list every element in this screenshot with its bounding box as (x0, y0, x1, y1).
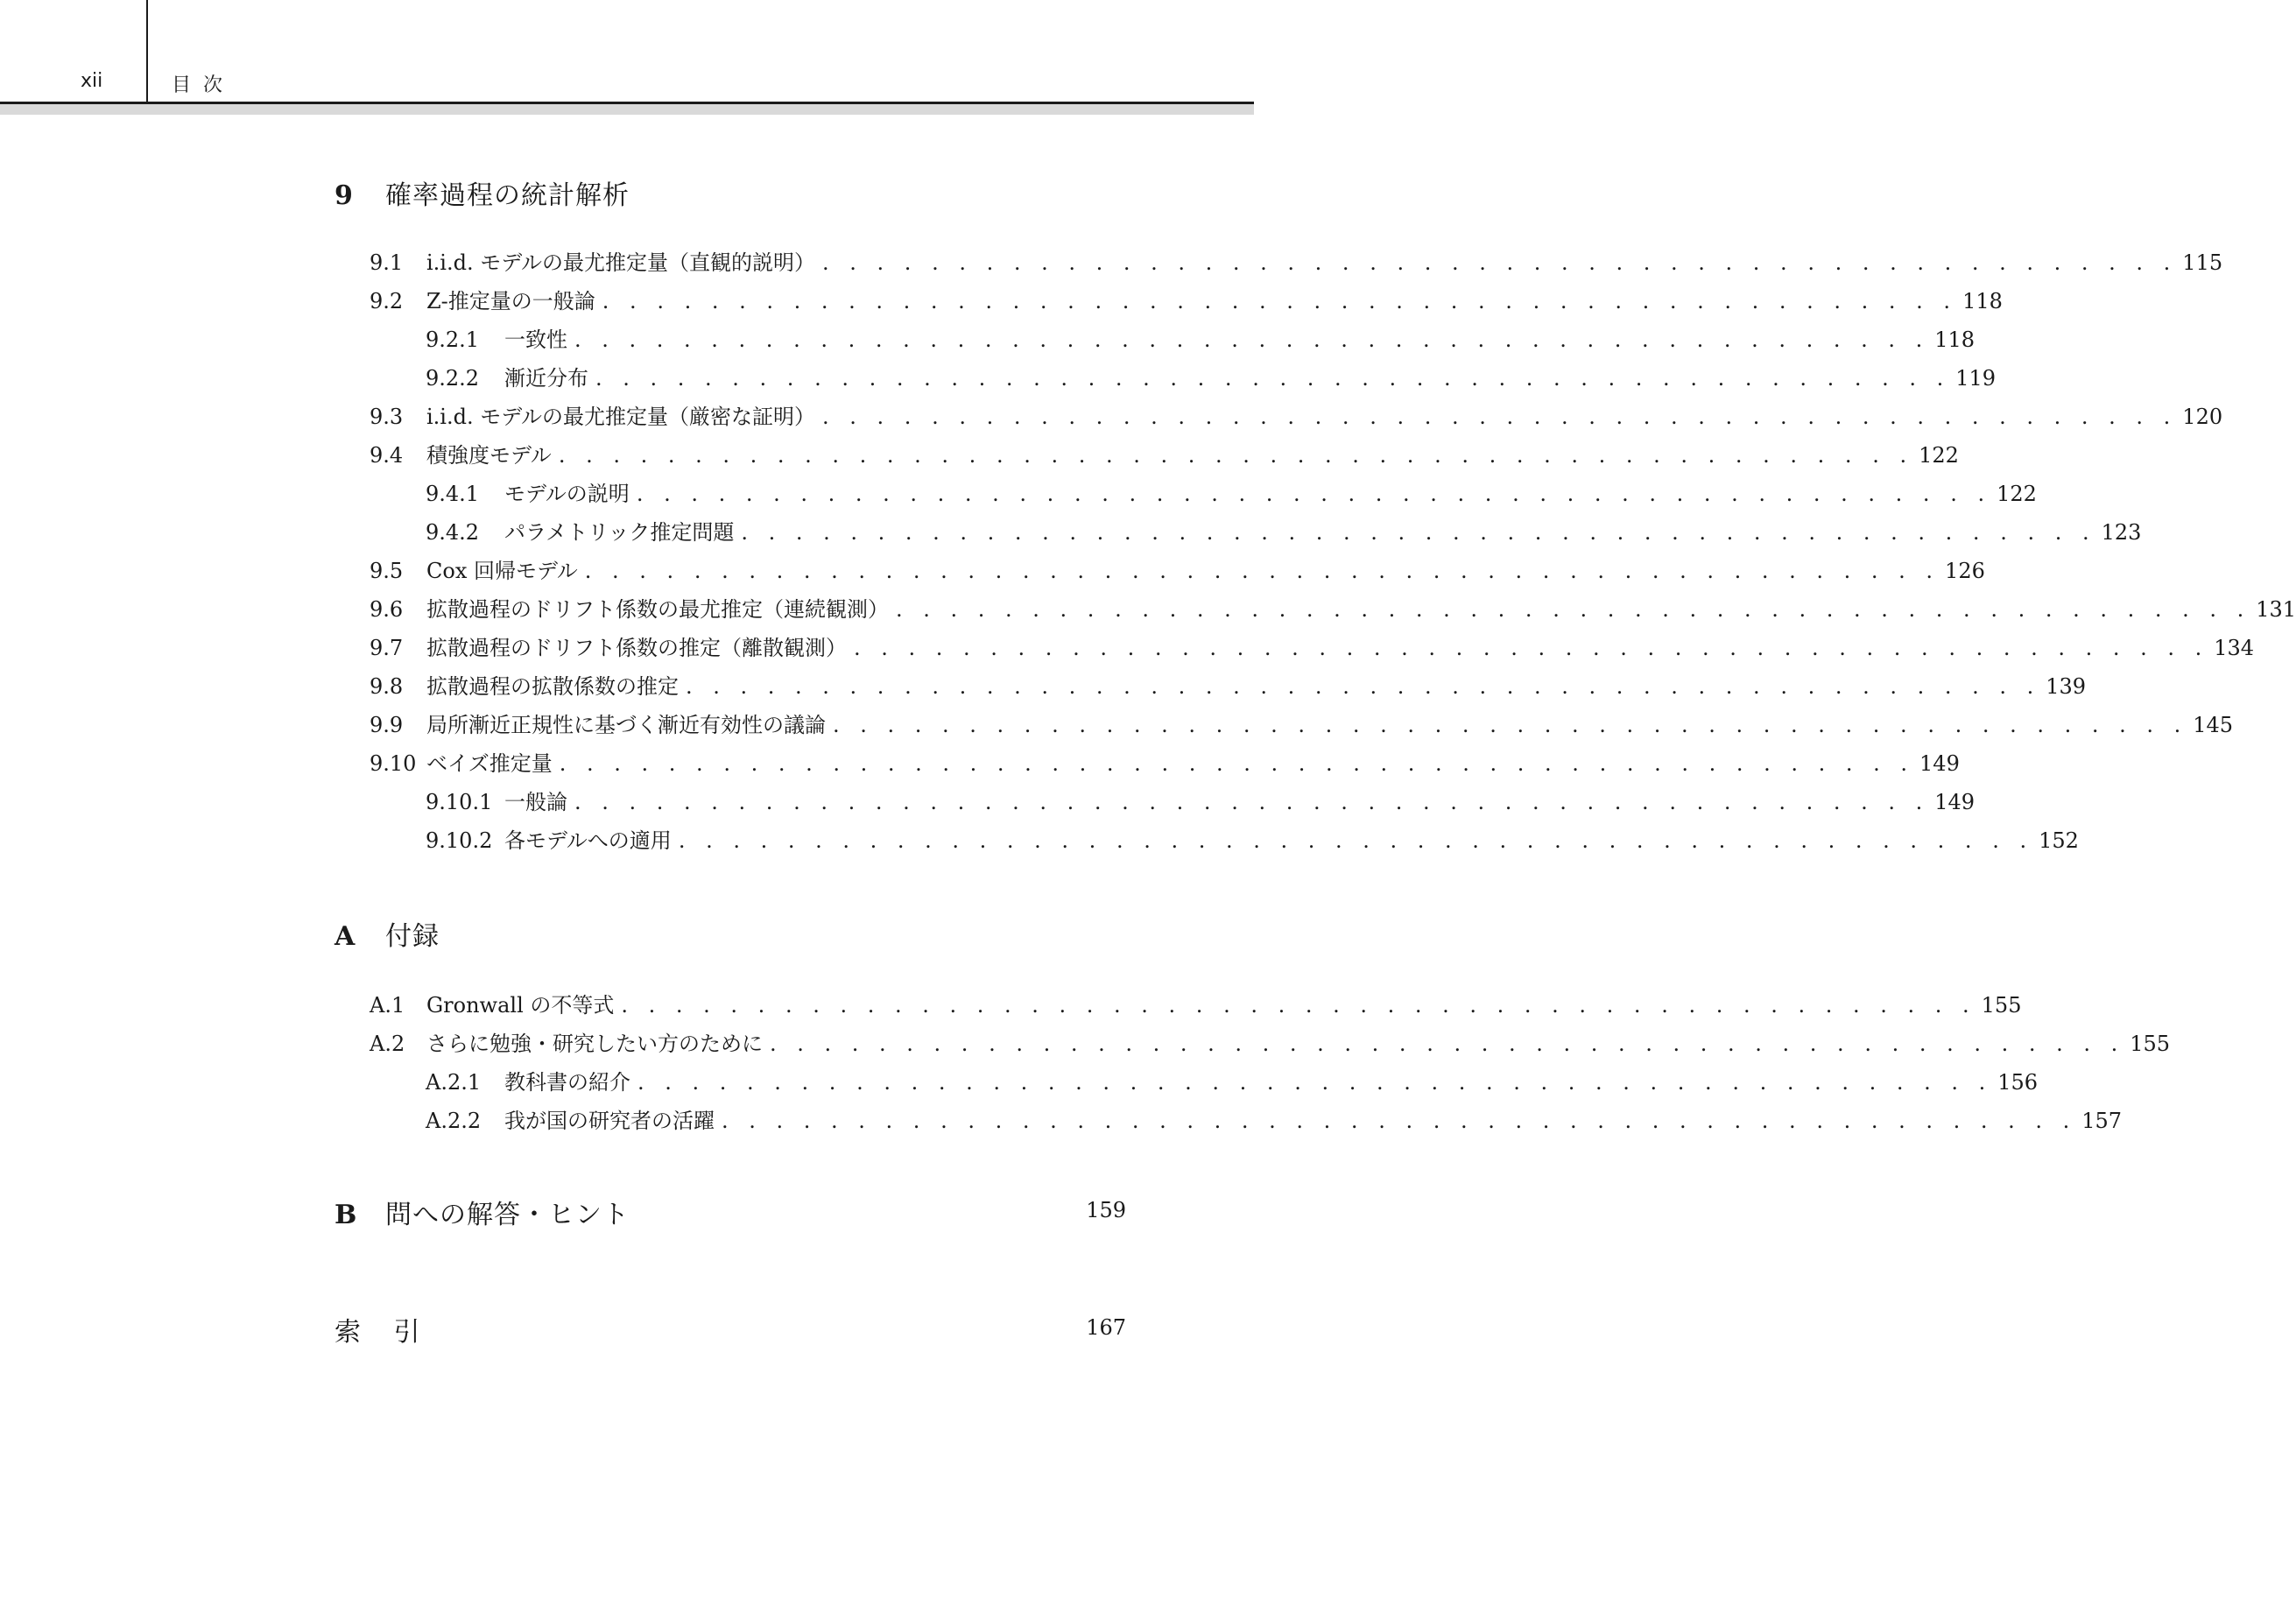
index-heading[interactable] (335, 1310, 433, 1349)
dot-leader: . . . . . . . . . . . . . . . . . . . . . . . . . . . . . . . . . . . . . . . . . . . . . . . . . . (722, 1109, 2077, 1133)
subsection-number: 9.4.2 (426, 520, 480, 545)
section-title: 拡散過程のドリフト係数の最尤推定（連続観測） (426, 597, 889, 622)
toc-entry-9-4-1[interactable] (426, 476, 2037, 506)
section-number: 9.5 (370, 559, 404, 583)
subsection-title: 我が国の研究者の活躍 (504, 1109, 715, 1133)
subsection-title: 一致性 (504, 328, 567, 352)
section-number: 9.8 (370, 674, 404, 699)
toc-entry-9-2[interactable] (370, 284, 2003, 313)
toc-entry-a-2-2[interactable] (426, 1103, 2123, 1133)
section-title: Cox 回帰モデル (426, 559, 578, 583)
section-title: Z-推定量の一般論 (426, 289, 595, 313)
dot-leader: . . . . . . . . . . . . . . . . . . . . . . . . . . . . . . . . . . . . . . . . . . . . . . . . . . (854, 636, 2209, 660)
dot-leader: . . . . . . . . . . . . . . . . . . . . . . . . . . . . . . . . . . . . . . . . . . . . . . . . . . (741, 520, 2096, 545)
page-number: 118 (1962, 289, 2003, 313)
dot-leader: . . . . . . . . . . . . . . . . . . . . . . . . . . . . . . . . . . . . . . . . . . . . . . . . . . (822, 250, 2178, 275)
dot-leader: . . . . . . . . . . . . . . . . . . . . . . . . . . . . . . . . . . . . . . . . . . . . . . . . . . (896, 597, 2251, 622)
section-number: 9.4 (370, 443, 404, 468)
toc-entry-9-9[interactable] (370, 708, 2234, 737)
section-number: 9.9 (370, 713, 404, 737)
subsection-number: A.2.1 (426, 1070, 482, 1095)
page-number: 134 (2214, 636, 2255, 660)
page-number: 149 (1934, 790, 1976, 814)
section-title: 拡散過程のドリフト係数の推定（離散観測） (426, 636, 847, 660)
toc-entry-a-2-1[interactable] (426, 1065, 2039, 1095)
dot-leader: . . . . . . . . . . . . . . . . . . . . . . . . . . . . . . . . . . . . . . . . . . . . . . . . . . (822, 405, 2178, 429)
page-number: 122 (1997, 482, 2037, 506)
toc-entry-9-10[interactable] (370, 746, 1960, 776)
subsection-title: パラメトリック推定問題 (504, 520, 735, 545)
toc-entry-9-8[interactable] (370, 669, 2087, 699)
dot-leader: . . . . . . . . . . . . . . . . . . . . . . . . . . . . . . . . . . . . . . . . . . . . . . . . . . (833, 713, 2188, 737)
subsection-number: 9.4.1 (426, 482, 480, 506)
dot-leader: . . . . . . . . . . . . . . . . . . . . . . . . . . . . . . . . . . . . . . . . . . . . . . . . . . (636, 482, 1992, 506)
subsection-number: 9.10.1 (426, 790, 493, 814)
chapter-title: 確率過程の統計解析 (385, 180, 630, 211)
section-title: i.i.d. モデルの最尤推定量（直観的説明） (426, 250, 816, 275)
subsection-title: 一般論 (504, 790, 567, 814)
page-number: 120 (2182, 405, 2223, 429)
dot-leader: . . . . . . . . . . . . . . . . . . . . . . . . . . . . . . . . . . . . . . . . . . . . . . . . . . (602, 289, 1958, 313)
dot-leader: . . . . . . . . . . . . . . . . . . . . . . . . . . . . . . . . . . . . . . . . . . . . . . . . . . (637, 1070, 1993, 1095)
index-page: 167 (1086, 1315, 1126, 1340)
toc-entry-9-2-1[interactable] (426, 322, 1976, 352)
toc-entry-9-6[interactable] (370, 592, 2296, 622)
toc-entry-9-10-1[interactable] (426, 785, 1976, 814)
toc-entry-9-10-2[interactable] (426, 823, 2079, 853)
index-title: 索 引 (335, 1317, 433, 1348)
section-number: 9.6 (370, 597, 404, 622)
chapter-number: A (335, 921, 356, 952)
section-title: 局所漸近正規性に基づく漸近有効性の議論 (426, 713, 826, 737)
page-number: 157 (2081, 1109, 2123, 1133)
page-number: 118 (1934, 328, 1976, 352)
page-number: 155 (1981, 993, 2022, 1018)
section-title: Gronwall の不等式 (426, 993, 615, 1018)
section-number: 9.7 (370, 636, 404, 660)
chapter-title: 付録 (385, 921, 440, 952)
subsection-title: 各モデルへの適用 (504, 828, 672, 853)
page-number: 155 (2130, 1032, 2171, 1056)
toc-entry-9-1[interactable] (370, 245, 2223, 275)
subsection-number: 9.10.2 (426, 828, 493, 853)
page-number: 126 (1945, 559, 1985, 583)
page-number: 119 (1955, 366, 1997, 391)
page-header (0, 0, 1254, 116)
toc-entry-9-4-2[interactable] (426, 515, 2142, 545)
header-shade-band (0, 104, 1254, 115)
section-title: ベイズ推定量 (426, 751, 553, 776)
section-title: さらに勉強・研究したい方のために (426, 1032, 763, 1056)
page-number: 139 (2046, 674, 2087, 699)
toc-entry-a-2[interactable] (370, 1026, 2171, 1056)
section-title: 積強度モデル (426, 443, 552, 468)
appendix-b-page: 159 (1086, 1198, 1126, 1222)
chapter-number: B (335, 1200, 357, 1230)
appendix-a-heading[interactable] (335, 914, 440, 953)
header-page-number: xii (81, 70, 103, 92)
dot-leader: . . . . . . . . . . . . . . . . . . . . . . . . . . . . . . . . . . . . . . . . . . . . . . . . . . (559, 751, 1915, 776)
dot-leader: . . . . . . . . . . . . . . . . . . . . . . . . . . . . . . . . . . . . . . . . . . . . . . . . . . (584, 559, 1940, 583)
toc-entry-9-7[interactable] (370, 630, 2255, 660)
page-number: 152 (2039, 828, 2079, 853)
dot-leader: . . . . . . . . . . . . . . . . . . . . . . . . . . . . . . . . . . . . . . . . . . . . . . . . . . (574, 790, 1930, 814)
page-number: 145 (2193, 713, 2234, 737)
page-number: 122 (1919, 443, 1959, 468)
toc-entry-9-5[interactable] (370, 553, 1985, 583)
dot-leader: . . . . . . . . . . . . . . . . . . . . . . . . . . . . . . . . . . . . . . . . . . . . . . . . . . (686, 674, 2041, 699)
section-number: A.1 (370, 993, 405, 1018)
section-number: 9.2 (370, 289, 404, 313)
dot-leader: . . . . . . . . . . . . . . . . . . . . . . . . . . . . . . . . . . . . . . . . . . . . . . . . . . (558, 443, 1914, 468)
page-number: 156 (1997, 1070, 2039, 1095)
page-number: 149 (1919, 751, 1960, 776)
toc-entry-9-4[interactable] (370, 438, 1959, 468)
section-number: A.2 (370, 1032, 405, 1056)
dot-leader: . . . . . . . . . . . . . . . . . . . . . . . . . . . . . . . . . . . . . . . . . . . . . . . . . . (574, 328, 1930, 352)
header-running-title: 目次 (172, 74, 236, 96)
dot-leader: . . . . . . . . . . . . . . . . . . . . . . . . . . . . . . . . . . . . . . . . . . . . . . . . . . (595, 366, 1951, 391)
dot-leader: . . . . . . . . . . . . . . . . . . . . . . . . . . . . . . . . . . . . . . . . . . . . . . . . . . (770, 1032, 2125, 1056)
section-number: 9.3 (370, 405, 404, 429)
page-number: 115 (2182, 250, 2223, 275)
toc-entry-9-3[interactable] (370, 399, 2223, 429)
toc-entry-a-1[interactable] (370, 988, 2022, 1018)
section-number: 9.1 (370, 250, 404, 275)
dot-leader: . . . . . . . . . . . . . . . . . . . . . . . . . . . . . . . . . . . . . . . . . . . . . . . . . . (678, 828, 2034, 853)
page-number: 123 (2101, 520, 2142, 545)
toc-entry-9-2-2[interactable] (426, 361, 1997, 391)
subsection-title: 教科書の紹介 (504, 1070, 630, 1095)
chapter-title: 問への解答・ヒント (385, 1200, 630, 1230)
subsection-number: 9.2.2 (426, 366, 480, 391)
dot-leader: . . . . . . . . . . . . . . . . . . . . . . . . . . . . . . . . . . . . . . . . . . . . . . . . . . (621, 993, 1976, 1018)
chapter-number: 9 (335, 180, 353, 211)
chapter-9-heading[interactable] (335, 173, 630, 212)
subsection-title: 漸近分布 (504, 366, 588, 391)
subsection-number: A.2.2 (426, 1109, 482, 1133)
section-title: i.i.d. モデルの最尤推定量（厳密な証明） (426, 405, 816, 429)
page-number: 131 (2256, 597, 2296, 622)
subsection-title: モデルの説明 (504, 482, 630, 506)
subsection-number: 9.2.1 (426, 328, 480, 352)
appendix-b-heading[interactable] (335, 1193, 630, 1231)
section-title: 拡散過程の拡散係数の推定 (426, 674, 679, 699)
header-divider (146, 0, 148, 103)
section-number: 9.10 (370, 751, 417, 776)
